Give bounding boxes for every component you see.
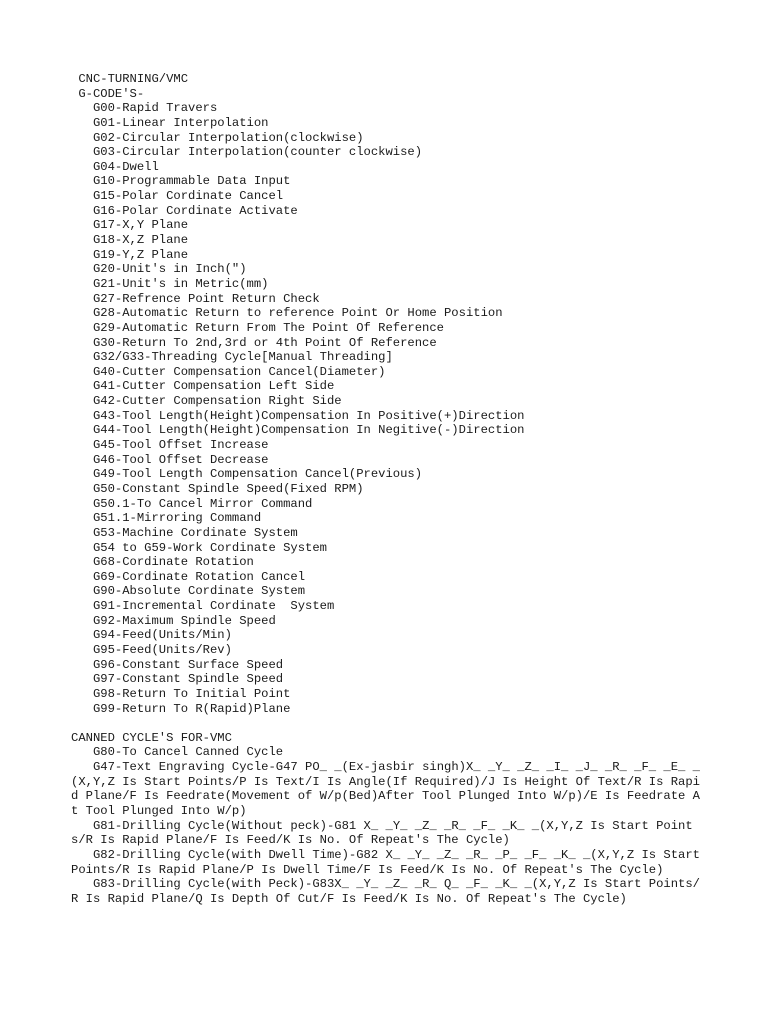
gcode-line: G41-Cutter Compensation Left Side <box>71 379 335 394</box>
gcode-line: G00-Rapid Travers <box>71 101 218 116</box>
gcode-line: G28-Automatic Return to reference Point Or Home Position <box>71 306 503 321</box>
gcode-line: G16-Polar Cordinate Activate <box>71 203 298 218</box>
gcode-line: G98-Return To Initial Point <box>71 686 291 701</box>
gcode-line: G69-Cordinate Rotation Cancel <box>71 569 306 584</box>
gcode-line: G91-Incremental Cordinate System <box>71 599 335 614</box>
canned-cycle-item: G82-Drilling Cycle(with Dwell Time)-G82 X_ _Y_ _Z_ _R_ _P_ _F_ _K_ _(X,Y,Z Is Start Points/R Is Rapid Plane/P Is Dwell Time/F Is Feed/K Is No. Of Repeat's The Cycle) <box>71 848 708 877</box>
gcode-line: G97-Constant Spindle Speed <box>71 672 284 687</box>
gcode-line: G46-Tool Offset Decrease <box>71 452 269 467</box>
canned-cycle-list <box>71 745 708 907</box>
gcode-line: G99-Return To R(Rapid)Plane <box>71 701 291 716</box>
gcode-line: G49-Tool Length Compensation Cancel(Previous) <box>71 467 423 482</box>
canned-cycle-item: G81-Drilling Cycle(Without peck)-G81 X_ _Y_ _Z_ _R_ _F_ _K_ _(X,Y,Z Is Start Points/R Is Rapid Plane/F Is Feed/K Is No. Of Repeat's The Cycle) <box>71 818 693 848</box>
gcode-line: G92-Maximum Spindle Speed <box>71 613 276 628</box>
canned-cycles-heading: CANNED CYCLE'S FOR-VMC <box>71 730 232 745</box>
gcode-line: G53-Machine Cordinate System <box>71 525 298 540</box>
gcode-list <box>71 101 703 716</box>
gcode-line: G18-X,Z Plane <box>71 233 189 248</box>
canned-cycle-item: G83-Drilling Cycle(with Peck)-G83X_ _Y_ _Z_ _R_ Q_ _F_ _K_ _(X,Y,Z Is Start Points/R Is Rapid Plane/Q Is Depth Of Cut/F Is Feed/K Is No. Of Repeat's The Cycle) <box>71 877 700 907</box>
gcode-line: G17-X,Y Plane <box>71 218 189 233</box>
gcode-line: G01-Linear Interpolation <box>71 115 269 130</box>
gcode-line: G29-Automatic Return From The Point Of Reference <box>71 320 444 335</box>
gcode-line: G90-Absolute Cordinate System <box>71 584 306 599</box>
gcode-line: G50-Constant Spindle Speed(Fixed RPM) <box>71 481 364 496</box>
gcode-line: G15-Polar Cordinate Cancel <box>71 189 284 204</box>
gcode-line: G95-Feed(Units/Rev) <box>71 642 232 657</box>
gcode-line: G04-Dwell <box>71 159 159 174</box>
gcode-line: G50.1-To Cancel Mirror Command <box>71 496 313 511</box>
gcode-line: G43-Tool Length(Height)Compensation In Positive(+)Direction <box>71 408 525 423</box>
doc-title: CNC-TURNING/VMC <box>71 72 189 86</box>
canned-cycle-item: G47-Text Engraving Cycle-G47 PO_ _(Ex-jasbir singh)X_ _Y_ _Z_ _I_ _J_ _R_ _F_ _E_ _(X,Y,Z Is Start Points/P Is Text/I Is Angle(If Required)/J Is Height Of Text/R Is Rapid Plane/F Is Feedrate(Movement of W/p(Bed)After Tool Plunged Into W/p)/E Is Feedrate At Tool Plunged Into W/p) <box>71 760 700 819</box>
canned-cycle-item: G80-To Cancel Canned Cycle <box>71 745 284 760</box>
gcode-line: G30-Return To 2nd,3rd or 4th Point Of Reference <box>71 335 437 350</box>
gcode-line: G02-Circular Interpolation(clockwise) <box>71 130 364 145</box>
gcode-line: G68-Cordinate Rotation <box>71 555 254 570</box>
gcode-line: G40-Cutter Compensation Cancel(Diameter) <box>71 364 386 379</box>
gcode-line: G21-Unit's in Metric(mm) <box>71 276 269 291</box>
gcodes-heading: G-CODE'S- <box>71 86 145 101</box>
gcode-line: G10-Programmable Data Input <box>71 174 291 189</box>
document-text <box>71 72 708 907</box>
gcode-line: G27-Refrence Point Return Check <box>71 291 320 306</box>
gcode-line: G51.1-Mirroring Command <box>71 511 262 526</box>
section-spacer <box>71 716 703 731</box>
gcode-line: G44-Tool Length(Height)Compensation In Negitive(-)Direction <box>71 423 525 438</box>
gcode-line: G96-Constant Surface Speed <box>71 657 284 672</box>
gcode-line: G03-Circular Interpolation(counter clockwise) <box>71 145 423 160</box>
gcode-line: G19-Y,Z Plane <box>71 247 189 262</box>
gcode-line: G45-Tool Offset Increase <box>71 438 269 453</box>
gcode-line: G32/G33-Threading Cycle[Manual Threading] <box>71 350 393 365</box>
gcode-line: G94-Feed(Units/Min) <box>71 628 232 643</box>
gcode-line: G20-Unit's in Inch(") <box>71 262 247 277</box>
gcode-line: G42-Cutter Compensation Right Side <box>71 394 342 409</box>
gcode-line: G54 to G59-Work Cordinate System <box>71 540 327 555</box>
